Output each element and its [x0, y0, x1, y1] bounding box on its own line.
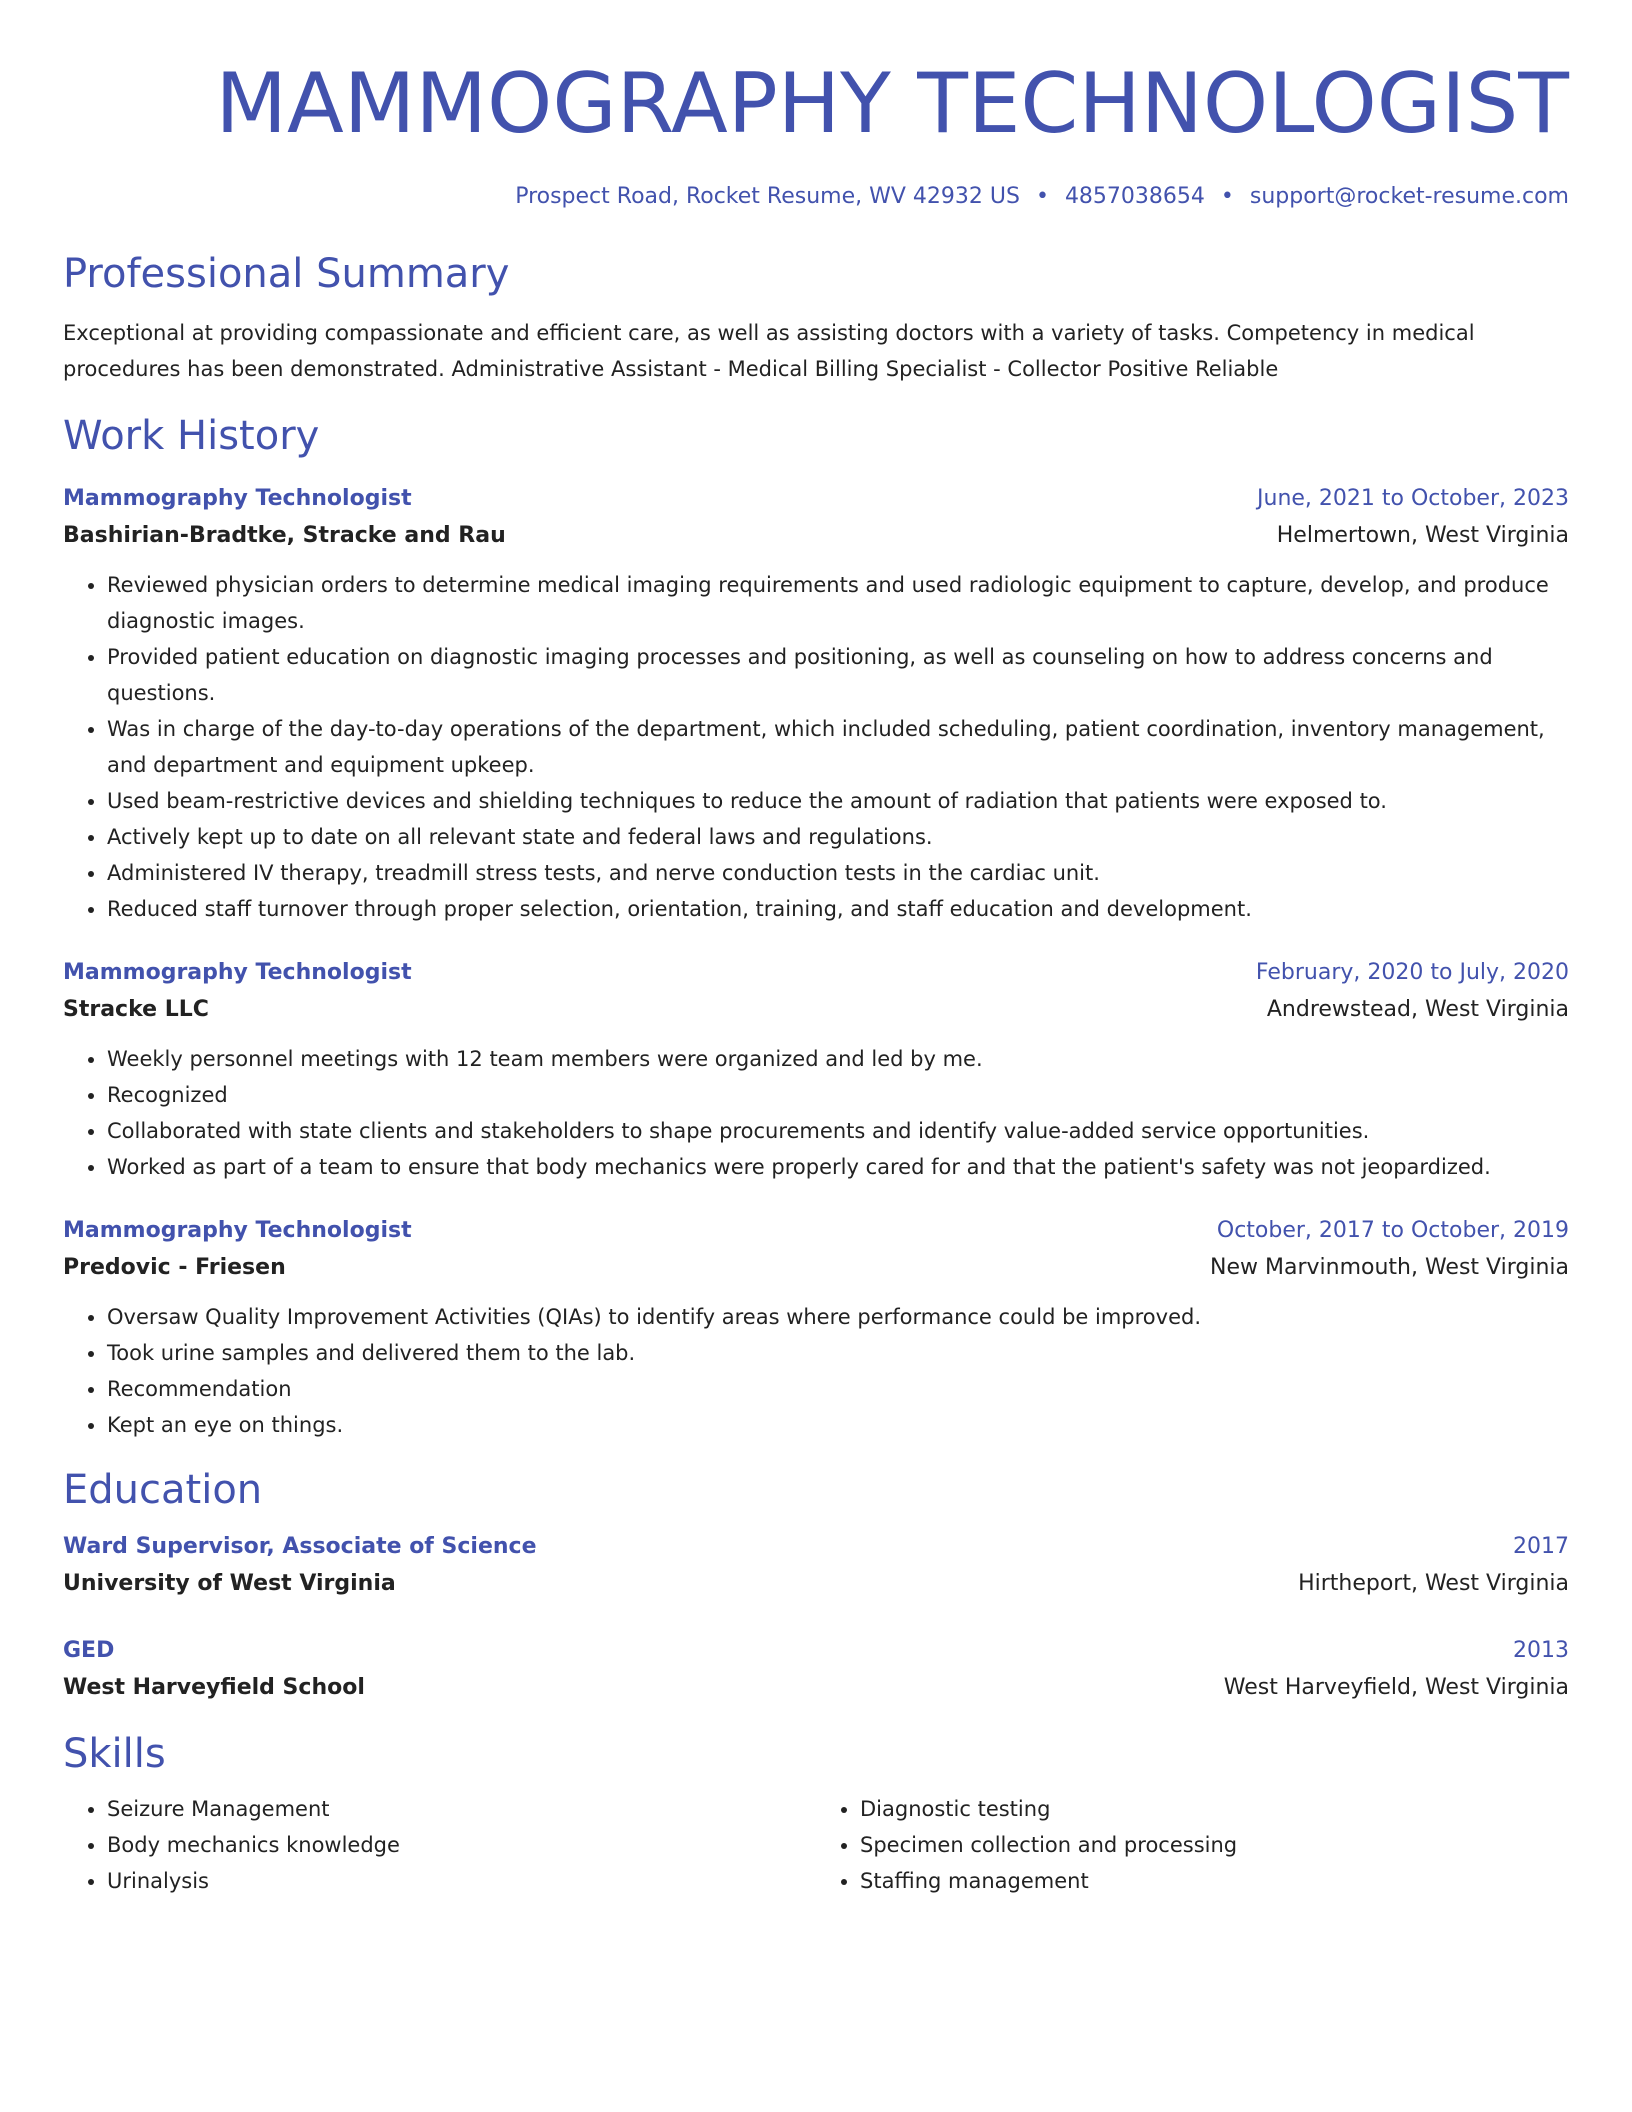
skill-item: • Specimen collection and processing — [860, 1827, 1569, 1863]
job-bullet: • Weekly personnel meetings with 12 team members were organized and led by me. — [107, 1041, 1569, 1077]
job-bullet: • Was in charge of the day-to-day operations of the department, which included scheduling, patient coordination, inventory management, and department and equipment upkeep. — [107, 711, 1569, 783]
education-year: 2017 — [1513, 1534, 1569, 1559]
skill-item: • Urinalysis — [107, 1863, 816, 1899]
education-entry — [63, 1529, 1569, 1603]
job-bullet: • Oversaw Quality Improvement Activities (QIAs) to identify areas where performance could be improved. — [107, 1299, 1569, 1335]
job-role: Mammography Technologist — [63, 1218, 412, 1243]
education-school: University of West Virginia — [63, 1571, 396, 1596]
job-bullet: • Kept an eye on things. — [107, 1407, 1569, 1443]
education-school-row — [63, 1565, 1569, 1603]
job-bullet: • Reviewed physician orders to determine medical imaging requirements and used radiologic equipment to capture, develop, and produce diagnostic images. — [107, 567, 1569, 639]
section-title-education: Education — [63, 1467, 263, 1513]
job-bullet-list — [63, 567, 1569, 927]
skills-list-right — [816, 1791, 1569, 1899]
skill-item: • Staffing management — [860, 1863, 1569, 1899]
education-degree: GED — [63, 1638, 115, 1663]
job-bullet: • Reduced staff turnover through proper selection, orientation, training, and staff education and development. — [107, 891, 1569, 927]
job-entry — [63, 1213, 1569, 1443]
education-location: Hirtheport, West Virginia — [1298, 1571, 1569, 1596]
contact-separator: • — [1220, 184, 1234, 209]
education-entry — [63, 1633, 1569, 1707]
job-company-row — [63, 991, 1569, 1029]
education-location: West Harveyfield, West Virginia — [1223, 1675, 1569, 1700]
section-title-summary: Professional Summary — [63, 251, 510, 297]
job-company: Bashirian-Bradtke, Stracke and Rau — [63, 523, 506, 548]
job-bullet: • Recognized — [107, 1077, 1569, 1113]
skill-item: • Body mechanics knowledge — [107, 1827, 816, 1863]
skills-grid — [63, 1791, 1569, 1899]
section-title-skills: Skills — [63, 1731, 166, 1777]
education-header-row — [63, 1633, 1569, 1669]
job-header-row — [63, 481, 1569, 517]
job-entry — [63, 955, 1569, 1185]
job-bullet: • Worked as part of a team to ensure that body mechanics were properly cared for and that the patient's safety was not jeopardized. — [107, 1149, 1569, 1185]
summary-text: Exceptional at providing compassionate and efficient care, as well as assisting doctors with a variety of tasks. Competency in medical procedures has been demonstrated. Administrative Assistant - Medical Billing Specialist - Collector Positive Reliable — [63, 321, 1475, 381]
skills-list-left — [63, 1791, 816, 1899]
education-header-row — [63, 1529, 1569, 1565]
job-role: Mammography Technologist — [63, 960, 412, 985]
job-header-row — [63, 955, 1569, 991]
job-bullet: • Collaborated with state clients and stakeholders to shape procurements and identify value-added service opportunities. — [107, 1113, 1569, 1149]
contact-separator: • — [1035, 184, 1049, 209]
job-company: Predovic - Friesen — [63, 1255, 286, 1280]
education-degree: Ward Supervisor, Associate of Science — [63, 1534, 537, 1559]
job-bullet-list — [63, 1041, 1569, 1185]
job-bullet: • Administered IV therapy, treadmill stress tests, and nerve conduction tests in the cardiac unit. — [107, 855, 1569, 891]
job-dates: February, 2020 to July, 2020 — [1255, 960, 1569, 985]
job-dates: June, 2021 to October, 2023 — [1257, 486, 1569, 511]
job-dates: October, 2017 to October, 2019 — [1216, 1218, 1569, 1243]
job-company: Stracke LLC — [63, 997, 209, 1022]
job-bullet: • Used beam-restrictive devices and shielding techniques to reduce the amount of radiation that patients were exposed to. — [107, 783, 1569, 819]
skill-item: • Diagnostic testing — [860, 1791, 1569, 1827]
section-title-work-history: Work History — [63, 413, 320, 459]
education-school-row — [63, 1669, 1569, 1707]
job-location: New Marvinmouth, West Virginia — [1210, 1255, 1569, 1280]
job-bullet: • Took urine samples and delivered them to the lab. — [107, 1335, 1569, 1371]
job-bullet: • Recommendation — [107, 1371, 1569, 1407]
job-company-row — [63, 1249, 1569, 1287]
candidate-title: MAMMOGRAPHY TECHNOLOGIST — [215, 55, 1569, 152]
education-school: West Harveyfield School — [63, 1675, 365, 1700]
education-year: 2013 — [1513, 1638, 1569, 1663]
job-header-row — [63, 1213, 1569, 1249]
job-bullet: • Provided patient education on diagnostic imaging processes and positioning, as well as counseling on how to address concerns and questions. — [107, 639, 1569, 711]
contact-phone: 4857038654 — [1064, 184, 1205, 209]
job-bullet-list — [63, 1299, 1569, 1443]
skill-item: • Seizure Management — [107, 1791, 816, 1827]
job-role: Mammography Technologist — [63, 486, 412, 511]
contact-address: Prospect Road, Rocket Resume, WV 42932 US — [515, 184, 1020, 209]
contact-email[interactable]: support@rocket-resume.com — [1249, 184, 1569, 209]
job-entry — [63, 481, 1569, 927]
job-location: Helmertown, West Virginia — [1276, 523, 1569, 548]
job-company-row — [63, 517, 1569, 555]
job-bullet: • Actively kept up to date on all relevant state and federal laws and regulations. — [107, 819, 1569, 855]
job-location: Andrewstead, West Virginia — [1266, 997, 1569, 1022]
contact-line — [63, 184, 1569, 209]
